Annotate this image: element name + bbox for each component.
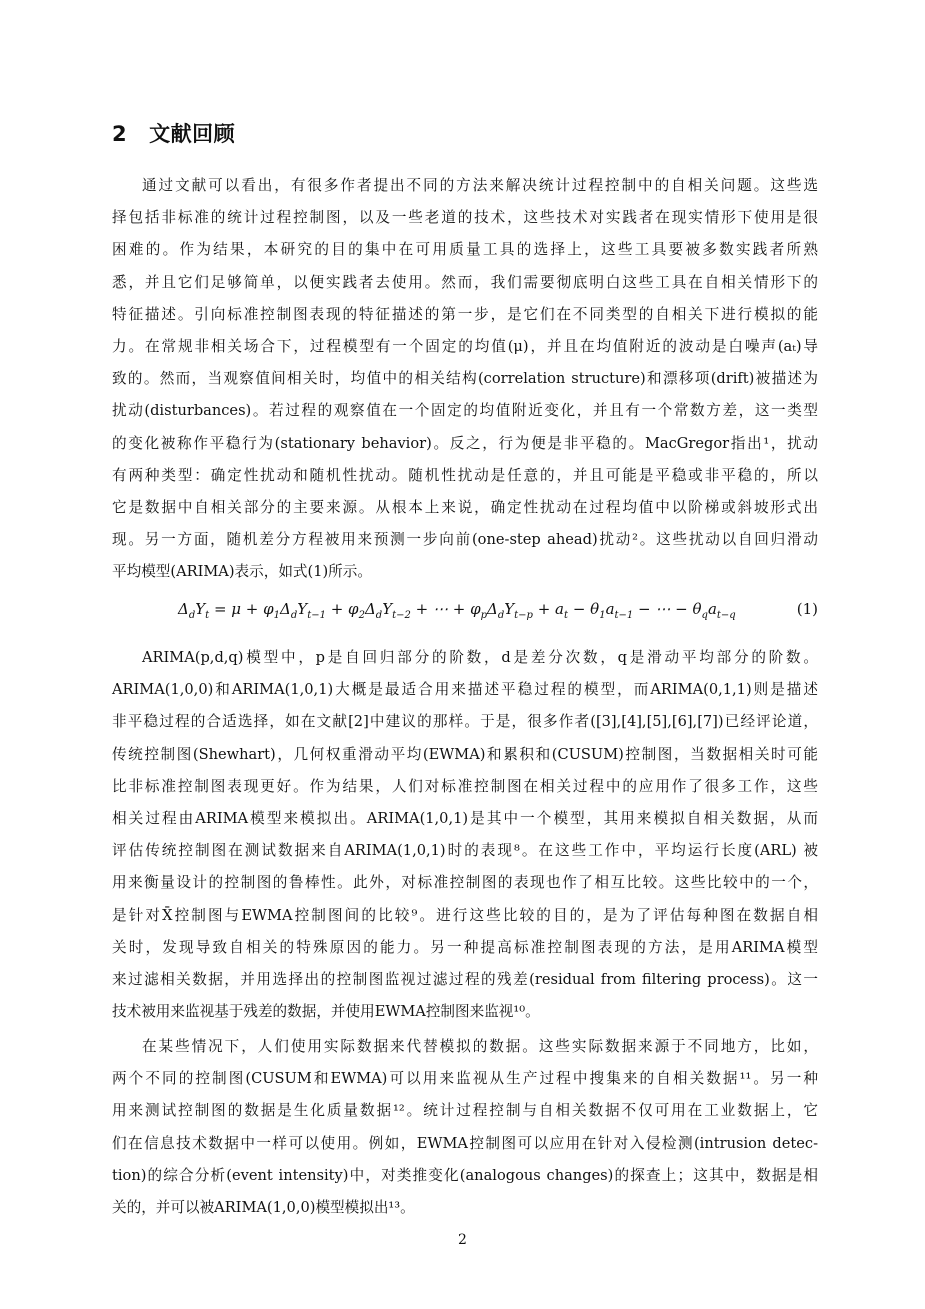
text-line: 是针对X̄控制图与EWMA控制图间的比较⁹。进行这些比较的目的，是为了评估每种图在数据自相 xyxy=(112,906,818,924)
text-line: 相关过程由ARIMA模型来模拟出。ARIMA(1,0,1)是其中一个模型，其用来模拟自相关数据，从而 xyxy=(112,810,818,828)
page-number: 2 xyxy=(458,1232,467,1248)
text-line: 有两种类型：确定性扰动和随机性扰动。随机性扰动是任意的，并且可能是平稳或非平稳的，所以 xyxy=(112,466,818,484)
text-line: ARIMA(p,d,q)模型中，p是自回归部分的阶数，d是差分次数，q是滑动平均部分的阶数。 xyxy=(142,649,818,666)
text-line: 平均模型(ARIMA)表示，如式(1)所示。 xyxy=(112,563,372,581)
text-line: 特征描述。引向标准控制图表现的特征描述的第一步，是它们在不同类型的自相关下进行模拟的能 xyxy=(112,305,818,323)
text-line: 力。在常规非相关场合下，过程模型有一个固定的均值(μ)，并且在均值附近的波动是白噪声(aₜ)导 xyxy=(112,338,818,356)
text-line: 非平稳过程的合适选择，如在文献[2]中建议的那样。于是，很多作者([3],[4],[5],[6],[7])已经评论道， xyxy=(112,713,818,731)
text-line: 技术被用来监视基于残差的数据，并使用EWMA控制图来监视¹⁰。 xyxy=(112,1003,540,1021)
equation-number: (1) xyxy=(796,600,818,618)
text-line: 两个不同的控制图(CUSUM和EWMA)可以用来监视从生产过程中搜集来的自相关数据¹¹。另一种 xyxy=(112,1070,818,1088)
text-line: 传统控制图(Shewhart)，几何权重滑动平均(EWMA)和累积和(CUSUM)控制图，当数据相关时可能 xyxy=(112,745,818,763)
text-line: 们在信息技术数据中一样可以使用。例如，EWMA控制图可以应用在针对入侵检测(intrusion detec- xyxy=(112,1134,818,1152)
text-line: 在某些情况下，人们使用实际数据来代替模拟的数据。这些实际数据来源于不同地方，比如， xyxy=(142,1038,818,1055)
text-line: 用来测试控制图的数据是生化质量数据¹²。统计过程控制与自相关数据不仅可用在工业数据上，它 xyxy=(112,1102,818,1120)
paragraph-1 xyxy=(112,170,818,589)
text-line: 用来衡量设计的控制图的鲁棒性。此外，对标准控制图的表现也作了相互比较。这些比较中的一个， xyxy=(112,874,818,892)
section-heading xyxy=(112,118,235,148)
text-line: 困难的。作为结果，本研究的目的集中在可用质量工具的选择上，这些工具要被多数实践者所熟 xyxy=(112,241,818,259)
text-line: 悉，并且它们足够简单，以便实践者去使用。然而，我们需要彻底明白这些工具在自相关情形下的 xyxy=(112,273,818,291)
text-line: 来过滤相关数据，并用选择出的控制图监视过滤过程的残差(residual from filtering process)。这一 xyxy=(112,971,818,989)
section-number: 2 xyxy=(112,122,128,146)
text-line: 评估传统控制图在测试数据来自ARIMA(1,0,1)时的表现⁸。在这些工作中，平均运行长度(ARL) 被 xyxy=(112,842,818,860)
text-line: 关时，发现导致自相关的特殊原因的能力。另一种提高标准控制图表现的方法，是用ARIMA模型 xyxy=(112,938,818,956)
text-line: 关的，并可以被ARIMA(1,0,0)模型模拟出¹³。 xyxy=(112,1199,415,1217)
text-line: 致的。然而，当观察值间相关时，均值中的相关结构(correlation structure)和漂移项(drift)被描述为 xyxy=(112,370,818,388)
text-line: 的变化被称作平稳行为(stationary behavior)。反之，行为便是非平稳的。MacGregor指出¹，扰动 xyxy=(112,434,818,452)
text-line: 它是数据中自相关部分的主要来源。从根本上来说，确定性扰动在过程均值中以阶梯或斜坡形式出 xyxy=(112,499,818,517)
text-line: 比非标准控制图表现更好。作为结果，人们对标准控制图在相关过程中的应用作了很多工作，这些 xyxy=(112,777,818,795)
text-line: ARIMA(1,0,0)和ARIMA(1,0,1)大概是最适合用来描述平稳过程的模型，而ARIMA(0,1,1)则是描述 xyxy=(112,681,818,699)
section-title: 文献回顾 xyxy=(149,122,236,146)
paragraph-3 xyxy=(112,1031,818,1224)
equation-formula: $\Delta_dY_t = \mu + \varphi_1\Delta_dY_{t-1} + \varphi_2\Delta_dY_{t-2}$ + ⋯ + $\varphi_p\Delta_dY_{t-p} + a_t - \theta_1a_{t-1}$ − ⋯ − $\theta_qa_{t-q}$ xyxy=(178,600,736,621)
text-line: 现。另一方面，随机差分方程被用来预测一步向前(one-step ahead)扰动²。这些扰动以自回归滑动 xyxy=(112,531,818,549)
text-line: 通过文献可以看出，有很多作者提出不同的方法来解决统计过程控制中的自相关问题。这些选 xyxy=(142,177,818,194)
text-line: 择包括非标准的统计过程控制图，以及一些老道的技术，这些技术对实践者在现实情形下使用是很 xyxy=(112,209,818,227)
text-line: tion)的综合分析(event intensity)中，对类推变化(analogous changes)的探查上；这其中，数据是相 xyxy=(112,1166,818,1184)
text-line: 扰动(disturbances)。若过程的观察值在一个固定的均值附近变化，并且有一个常数方差，这一类型 xyxy=(112,402,818,420)
paragraph-2 xyxy=(112,642,818,1028)
equation-1 xyxy=(112,596,818,626)
